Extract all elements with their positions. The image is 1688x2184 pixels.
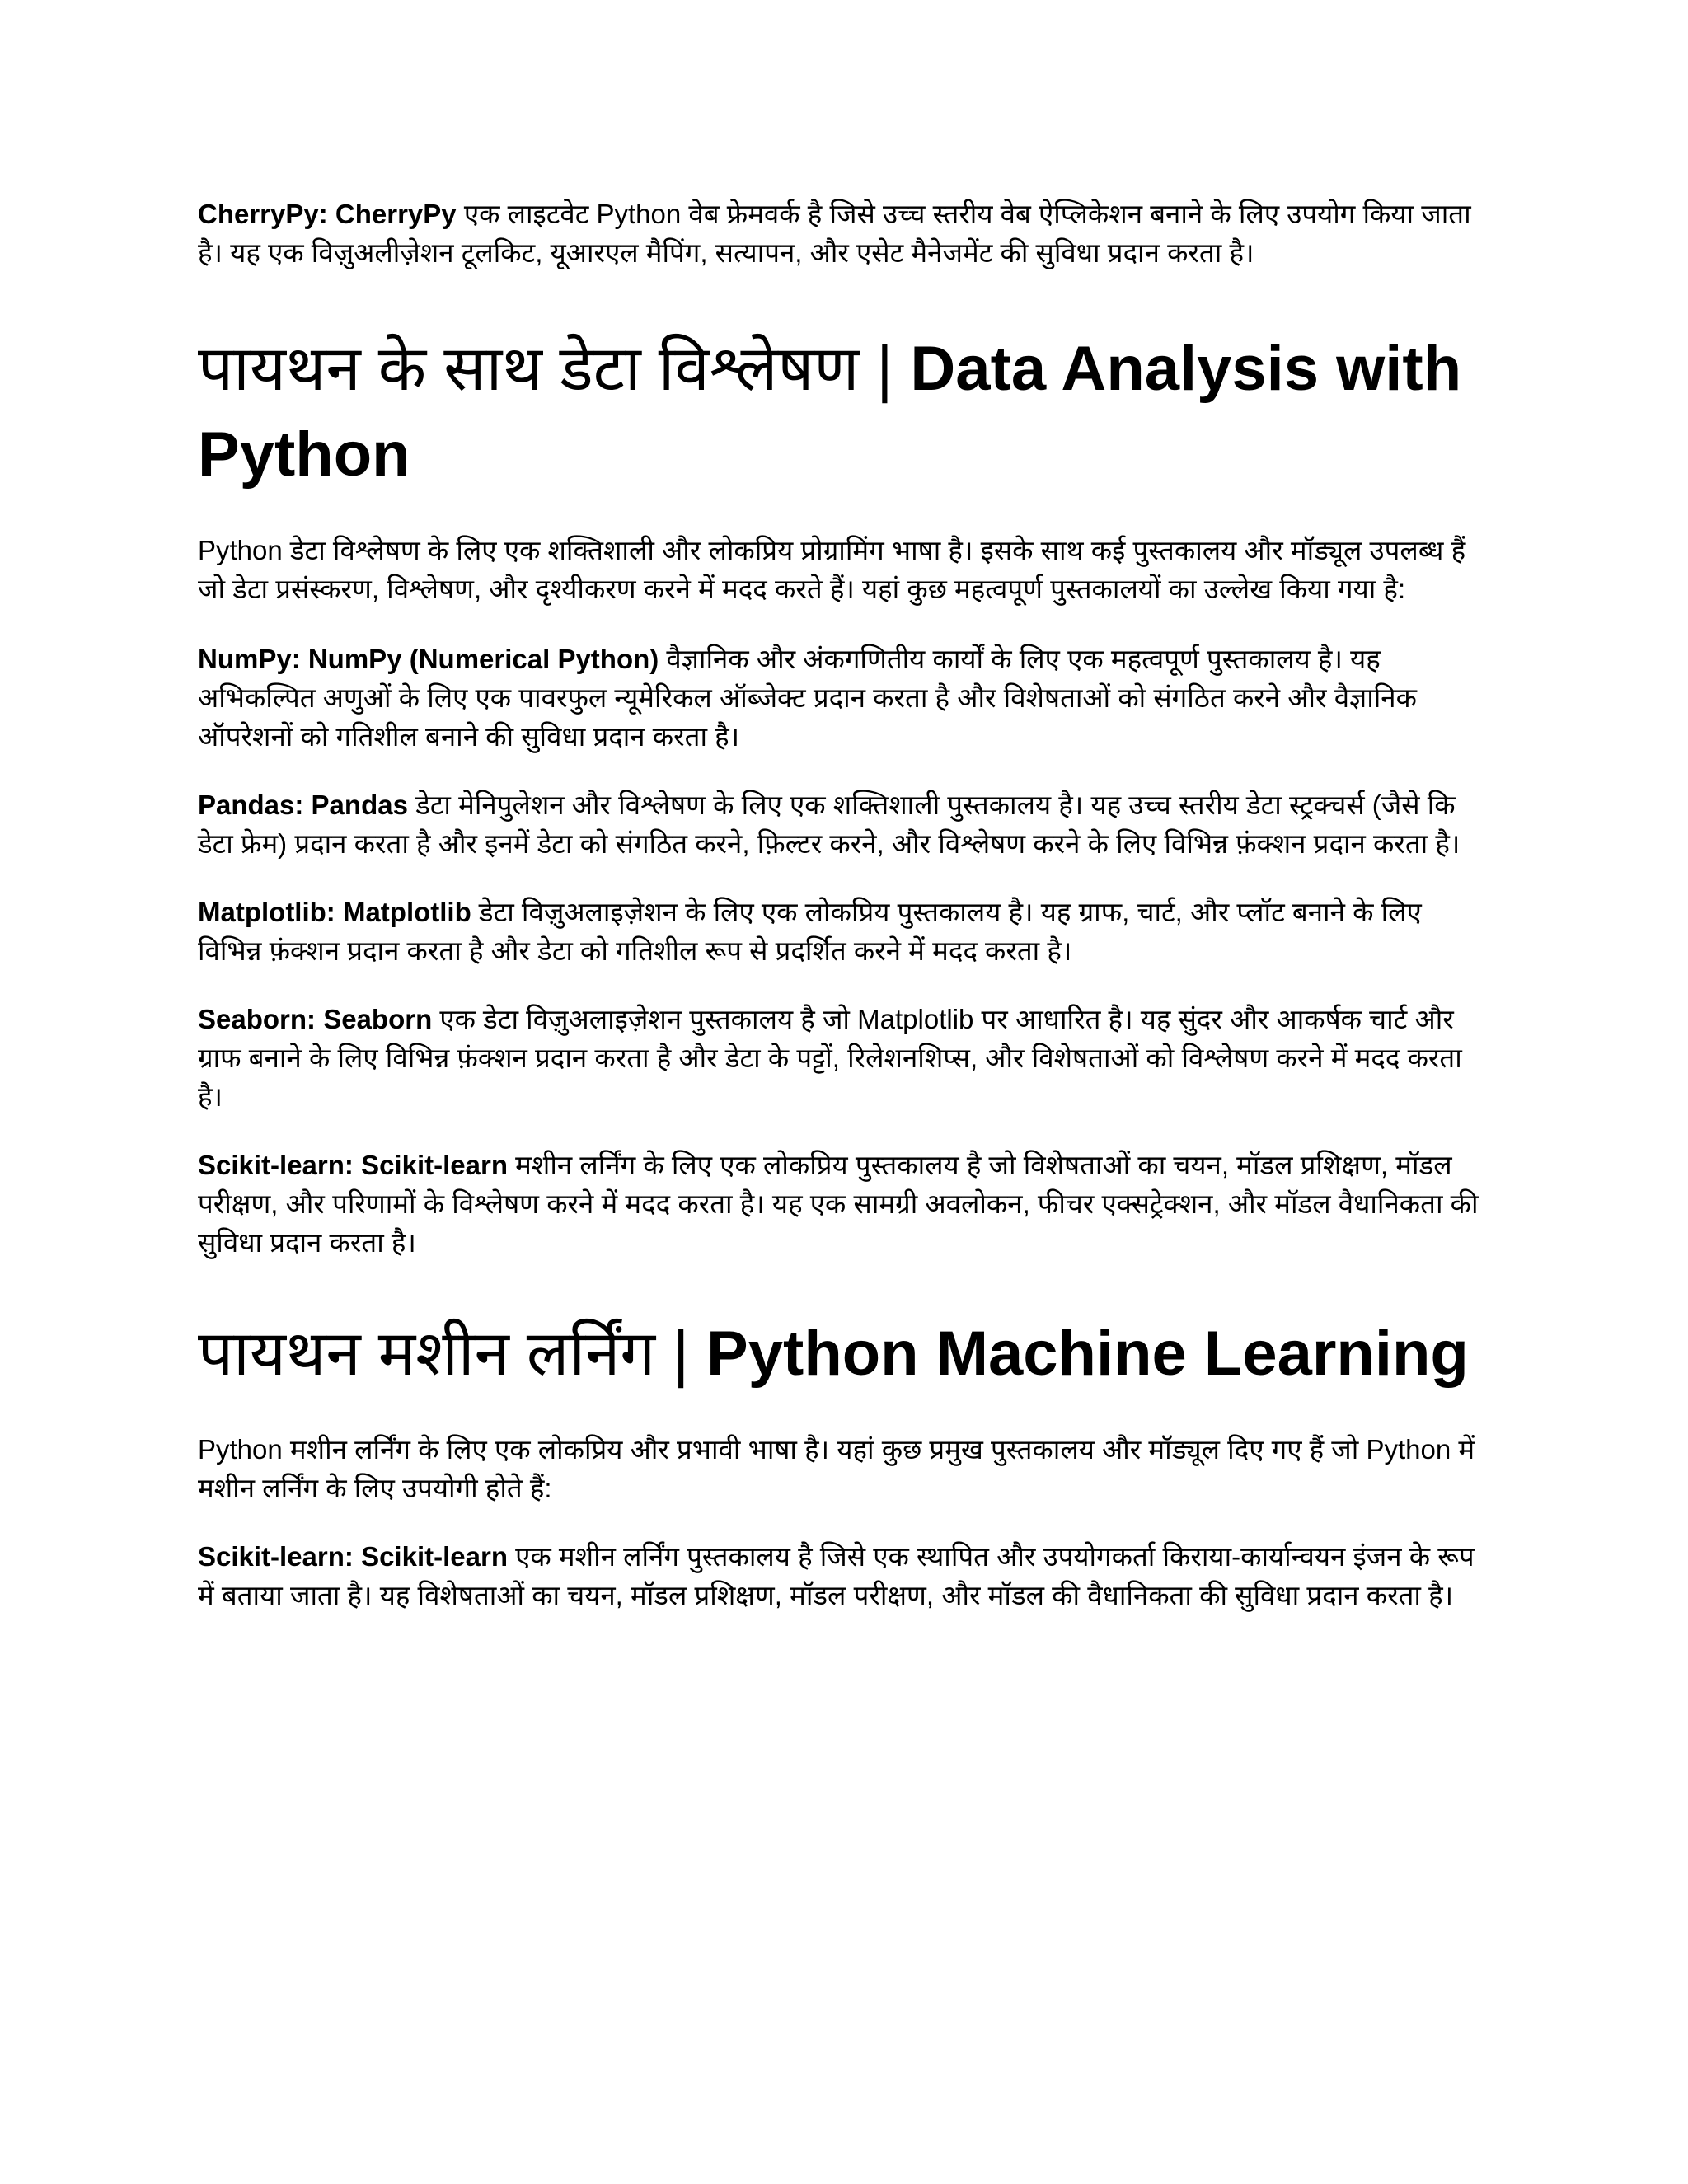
term-ml-scikit-learn: Scikit-learn: Scikit-learn bbox=[198, 1541, 508, 1572]
heading-machine-learning-english: Python Machine Learning bbox=[688, 1319, 1469, 1389]
desc-cherrypy: एक लाइटवेट Python वेब फ्रेमवर्क है जिसे उच्च स्तरीय वेब ऐप्लिकेशन बनाने के लिए उपयोग किया जाता है। यह एक विज़ुअलीज़ेशन टूलकिट, यूआरएल मैपिंग, सत्यापन, और एसेट मैनेजमेंट की सुविधा प्रदान करता है। bbox=[198, 199, 1471, 268]
data-analysis-intro-paragraph: Python डेटा विश्लेषण के लिए एक शक्तिशाली और लोकप्रिय प्रोग्रामिंग भाषा है। इसके साथ कई पुस्तकालय और मॉड्यूल उपलब्ध हैं जो डेटा प्रसंस्करण, विश्लेषण, और दृश्यीकरण करने में मदद करते हैं। यहां कुछ महत्वपूर्ण पुस्तकालयों का उल्लेख किया गया है: bbox=[198, 535, 1466, 604]
document-page bbox=[198, 194, 1484, 1615]
desc-scikit-learn: मशीन लर्निंग के लिए एक लोकप्रिय पुस्तकालय है जो विशेषताओं का चयन, मॉडल प्रशिक्षण, मॉडल परीक्षण, और परिणामों के विश्लेषण करने में मदद करता है। यह एक सामग्री अवलोकन, फीचर एक्सट्रेक्शन, और मॉडल वैधानिकता की सुविधा प्रदान करता है। bbox=[198, 1150, 1479, 1258]
heading-machine-learning bbox=[198, 1311, 1484, 1397]
term-seaborn: Seaborn: Seaborn bbox=[198, 1004, 433, 1034]
paragraph-pandas bbox=[198, 785, 1484, 863]
intro-paragraph-cherrypy bbox=[198, 194, 1484, 272]
machine-learning-intro-paragraph: Python मशीन लर्निंग के लिए एक लोकप्रिय और प्रभावी भाषा है। यहां कुछ प्रमुख पुस्तकालय और मॉड्यूल दिए गए हैं जो Python में मशीन लर्निंग के लिए उपयोगी होते हैं: bbox=[198, 1434, 1475, 1503]
heading-data-analysis bbox=[198, 326, 1484, 498]
term-scikit-learn: Scikit-learn: Scikit-learn bbox=[198, 1150, 508, 1180]
paragraph-ml-scikit-learn bbox=[198, 1537, 1484, 1615]
desc-pandas: डेटा मेनिपुलेशन और विश्लेषण के लिए एक शक्तिशाली पुस्तकालय है। यह उच्च स्तरीय डेटा स्ट्रक्चर्स (जैसे कि डेटा फ्रेम) प्रदान करता है और इनमें डेटा को संगठित करने, फ़िल्टर करने, और विश्लेषण करने के लिए विभिन्न फ़ंक्शन प्रदान करता है। bbox=[198, 790, 1461, 859]
heading-data-analysis-hindi: पायथन के साथ डेटा विश्लेषण | bbox=[198, 334, 893, 404]
desc-matplotlib: डेटा विज़ुअलाइज़ेशन के लिए एक लोकप्रिय पुस्तकालय है। यह ग्राफ, चार्ट, और प्लॉट बनाने के लिए विभिन्न फ़ंक्शन प्रदान करता है और डेटा को गतिशील रूप से प्रदर्शित करने में मदद करता है। bbox=[198, 897, 1422, 966]
term-pandas: Pandas: Pandas bbox=[198, 790, 408, 820]
paragraph-matplotlib bbox=[198, 893, 1484, 970]
paragraph-scikit-learn bbox=[198, 1146, 1484, 1262]
term-matplotlib: Matplotlib: Matplotlib bbox=[198, 897, 471, 927]
heading-data-analysis-english: Data Analysis with Python bbox=[198, 334, 1462, 490]
desc-ml-scikit-learn: एक मशीन लर्निंग पुस्तकालय है जिसे एक स्थापित और उपयोगकर्ता किराया-कार्यान्वयन इंजन के रूप में बताया जाता है। यह विशेषताओं का चयन, मॉडल प्रशिक्षण, मॉडल परीक्षण, और मॉडल की वैधानिकता की सुविधा प्रदान करता है। bbox=[198, 1541, 1475, 1610]
desc-numpy: वैज्ञानिक और अंकगणितीय कार्यों के लिए एक महत्वपूर्ण पुस्तकालय है। यह अभिकल्पित अणुओं के लिए एक पावरफुल न्यूमेरिकल ऑब्जेक्ट प्रदान करता है और विशेषताओं को संगठित करने और वैज्ञानिक ऑपरेशनों को गतिशील बनाने की सुविधा प्रदान करता है। bbox=[198, 644, 1417, 752]
paragraph-seaborn bbox=[198, 1000, 1484, 1116]
term-numpy: NumPy: NumPy (Numerical Python) bbox=[198, 644, 659, 674]
term-cherrypy: CherryPy: CherryPy bbox=[198, 199, 457, 229]
heading-machine-learning-hindi: पायथन मशीन लर्निंग | bbox=[198, 1319, 689, 1389]
paragraph-numpy bbox=[198, 640, 1484, 756]
desc-seaborn: एक डेटा विज़ुअलाइज़ेशन पुस्तकालय है जो Matplotlib पर आधारित है। यह सुंदर और आकर्षक चार्ट और ग्राफ बनाने के लिए विभिन्न फ़ंक्शन प्रदान करता है और डेटा के पट्टों, रिलेशनशिप्स, और विशेषताओं को विश्लेषण करने में मदद करता है। bbox=[198, 1004, 1462, 1112]
